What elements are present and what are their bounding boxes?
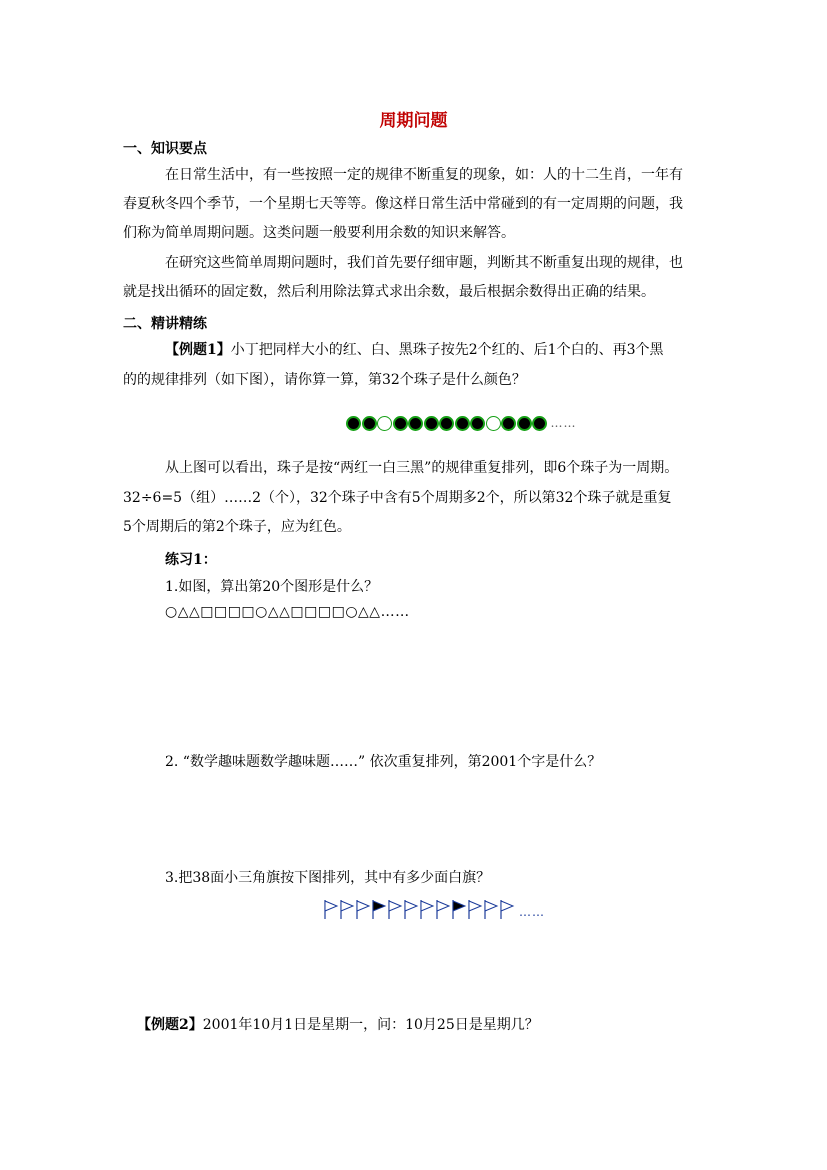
white-flag [435,899,451,919]
section-heading-knowledge: 一、知识要点 [123,141,207,157]
example1-line2: 的的规律排列（如下图），请你算一算，第32个珠子是什么颜色？ [123,372,526,388]
black-flag [451,899,467,919]
black-bead [346,416,361,431]
white-flag [483,899,499,919]
white-flag [403,899,419,919]
example-label: 【例题1】 [165,342,231,358]
page-title: 周期问题 [379,111,448,131]
white-flag [419,899,435,919]
question-1: 1.如图，算出第20个图形是什么？ [165,579,379,595]
flag-ellipsis: …… [519,905,545,919]
example-label: 【例题2】 [137,1017,203,1033]
example2-line [137,1014,539,1034]
explanation-line: 5个周期后的第2个珠子，应为红色。 [123,519,351,535]
practice-label: 练习1： [165,552,217,568]
white-flag [467,899,483,919]
paragraph-line: 就是找出循环的固定数，然后利用除法算式求出余数，最后根据余数得出正确的结果。 [123,284,655,300]
paragraph-line: 在研究这些简单周期问题时，我们首先要仔细审题，判断其不断重复出现的规律，也 [165,255,683,271]
white-bead [486,416,501,431]
paragraph-line: 们称为简单周期问题。这类问题一般要利用余数的知识来解答。 [123,225,515,241]
paragraph-line: 在日常生活中，有一些按照一定的规律不断重复的现象，如：人的十二生肖，一年有 [165,167,683,183]
question-3: 3.把38面小三角旗按下图排列，其中有多少面白旗？ [165,870,491,886]
question-2: 2. “数学趣味题数学趣味题……” 依次重复排列，第2001个字是什么？ [165,754,602,770]
example1-line1 [165,336,663,365]
example-text: 小丁把同样大小的红、白、黑珠子按先2个红的、后1个白的、再3个黑 [230,342,664,358]
black-bead [408,416,423,431]
black-bead [424,416,439,431]
black-bead [532,416,547,431]
white-flag [323,899,339,919]
black-bead [455,416,470,431]
bead-ellipsis: …… [550,416,577,430]
white-flag [387,899,403,919]
white-flag [355,899,371,919]
black-bead [501,416,516,431]
bead-sequence-figure [346,414,577,432]
paragraph-line: 春夏秋冬四个季节，一个星期七天等等。像这样日常生活中常碰到的有一定周期的问题，我 [123,196,683,212]
explanation-line: 从上图可以看出，珠子是按“两红一白三黑”的规律重复排列，即6个珠子为一周期。 [165,460,679,476]
black-bead [362,416,377,431]
white-bead [377,416,392,431]
shape-sequence: ○△△□□□□○△△□□□□○△△…… [165,604,410,620]
black-flag [371,899,387,919]
black-bead [517,416,532,431]
example-text: 2001年10月1日是星期一，问：10月25日是星期几？ [202,1017,539,1033]
explanation-line: 32÷6=5（组）……2（个），32个珠子中含有5个周期多2个，所以第32个珠子就是重复 [123,490,672,506]
black-bead [393,416,408,431]
flag-sequence-figure [323,899,545,919]
black-bead [470,416,485,431]
section-heading-practice: 二、精讲精练 [123,316,207,332]
white-flag [499,899,515,919]
white-flag [339,899,355,919]
black-bead [439,416,454,431]
